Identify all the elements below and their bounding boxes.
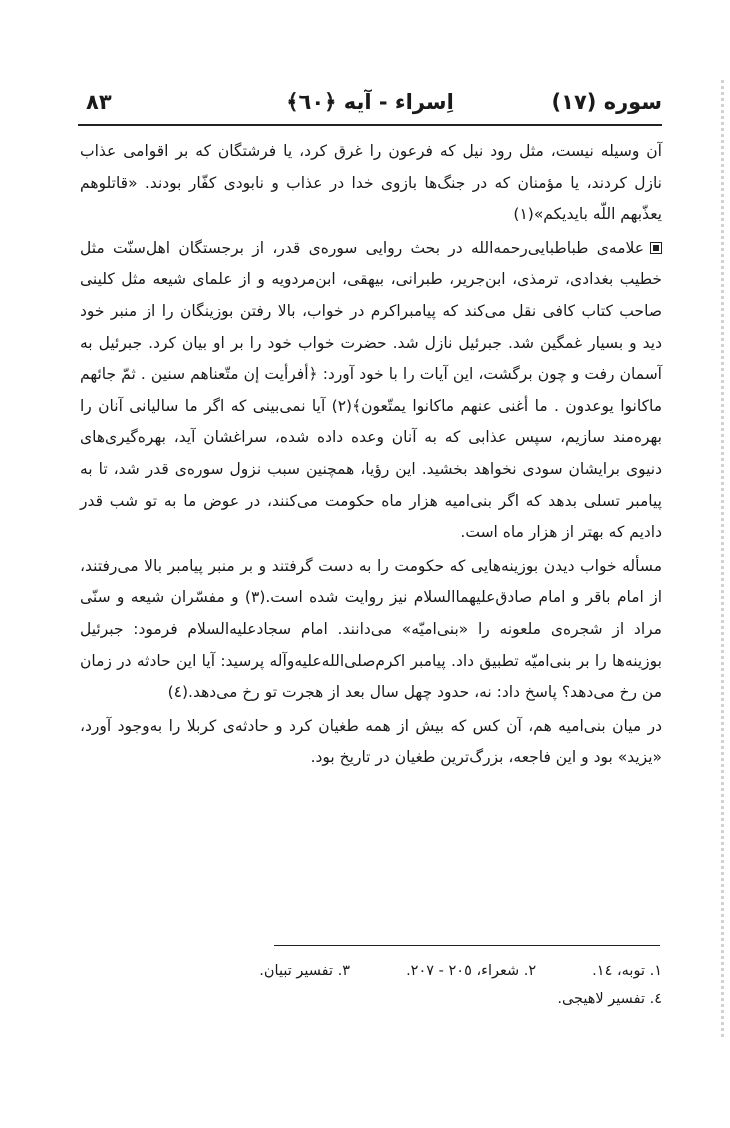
footnote-1: ١. توبه، ١٤. xyxy=(592,963,662,979)
body-text xyxy=(80,136,662,774)
footnote-row xyxy=(110,985,662,1013)
scan-edge xyxy=(721,80,724,1040)
footnote-3: ٣. تفسیر تبیان. xyxy=(259,963,351,979)
paragraph-4: در میان بنی‌امیه هم، آن کس که بیش از همه طغیان کرد و حادثه‌ی کربلا را به‌وجود آورد، «یزید» بود و این فاجعه، بزرگ‌ترین طغیان در تاریخ بود. xyxy=(80,716,662,767)
footnotes xyxy=(110,957,662,1013)
paragraph-3: مسأله خواب دیدن بوزینه‌هایی که حکومت را به دست گرفتند و بر منبر پیامبر بالا می‌رفتند، از امام باقر و امام صادق‌علیهماالسلام نیز روایت شده است.(٣) و مفسّران شیعه و سنّی مراد از شجره‌ی ملعونه را «بنی‌امیّه» می‌دانند. امام سجادعلیه‌السلام فرمود: جبرئیل بوزینه‌ها را بر بنی‌امیّه تطبیق داد. پیامبر اکرم‌صلی‌الله‌علیه‌وآله پرسید: آیا این حادثه در زمان من رخ می‌دهد؟ پاسخ داد: نه، حدود چهل سال بعد از هجرت تو رخ می‌دهد.(٤) xyxy=(80,556,662,702)
paragraph-2-text: علامه‌ی طباطبایی‌رحمه‌الله در بحث روایی سوره‌ی قدر، از برجستگان اهل‌سنّت مثل خطیب بغدادی، ترمذی، ابن‌جریر، طبرانی، بیهقی، ابن‌مردویه و از علمای شیعه مثل کلینی صاحب کتاب کافی نقل می‌کند که پیامبراکرم در خواب، بالا رفتن بوزینگان را از منبر خود دید و بسیار غمگین شد. جبرئیل نازل شد. حضرت خواب خود را بر او بیان کرد. جبرئیل به آسمان رفت و چون برگشت، این آیات را با خود آورد: ﴿أفرأیت إن متّعناهم سنین . ثمّ جائهم ماکانوا یوعدون . ما أغنی عنهم ماکانوا یمتّعون﴾(٢) آیا نمی‌بینی که اگر ما سالیانی آنان را بهره‌مند سازیم، سپس عذابی که به آنان وعده داده شده، سراغشان آید، بهره‌گیری‌های دنیوی برایشان سودی نخواهد بخشید. این رؤیا، همچنین سبب نزول سوره‌ی قدر شد، تا به پیامبر تسلی بدهد که اگر بنی‌امیه هزار ماه حکومت می‌کنند، در عوض ما به تو شب قدر دادیم که بهتر از هزار ماه است. xyxy=(80,238,662,542)
footnote-rule xyxy=(274,945,660,946)
footnote-row xyxy=(110,957,662,985)
paragraph-1: آن وسیله نیست، مثل رود نیل که فرعون را غرق کرد، یا فرشتگان که بر اقوامی عذاب نازل کردند، یا مؤمنان که در جنگ‌ها بازوی خدا در عذاب و نابودی کفّار بودند. «قاتلوهم یعذّبهم اللّه بایدیکم»(١) xyxy=(80,142,662,224)
footnote-2: ٢. شعراء، ٢٠٥ - ٢٠٧. xyxy=(406,963,537,979)
surah-label: سوره (١٧) xyxy=(551,90,662,114)
verse-label: اِسراء - آیه ﴿٦٠﴾ xyxy=(286,90,454,114)
page-number: ٨٣ xyxy=(86,90,112,114)
page-header xyxy=(78,88,662,122)
paragraph-2 xyxy=(80,233,662,549)
footnote-4: ٤. تفسیر لاهیجی. xyxy=(557,991,662,1007)
square-bullet-icon xyxy=(650,242,662,254)
header-rule xyxy=(78,124,662,126)
